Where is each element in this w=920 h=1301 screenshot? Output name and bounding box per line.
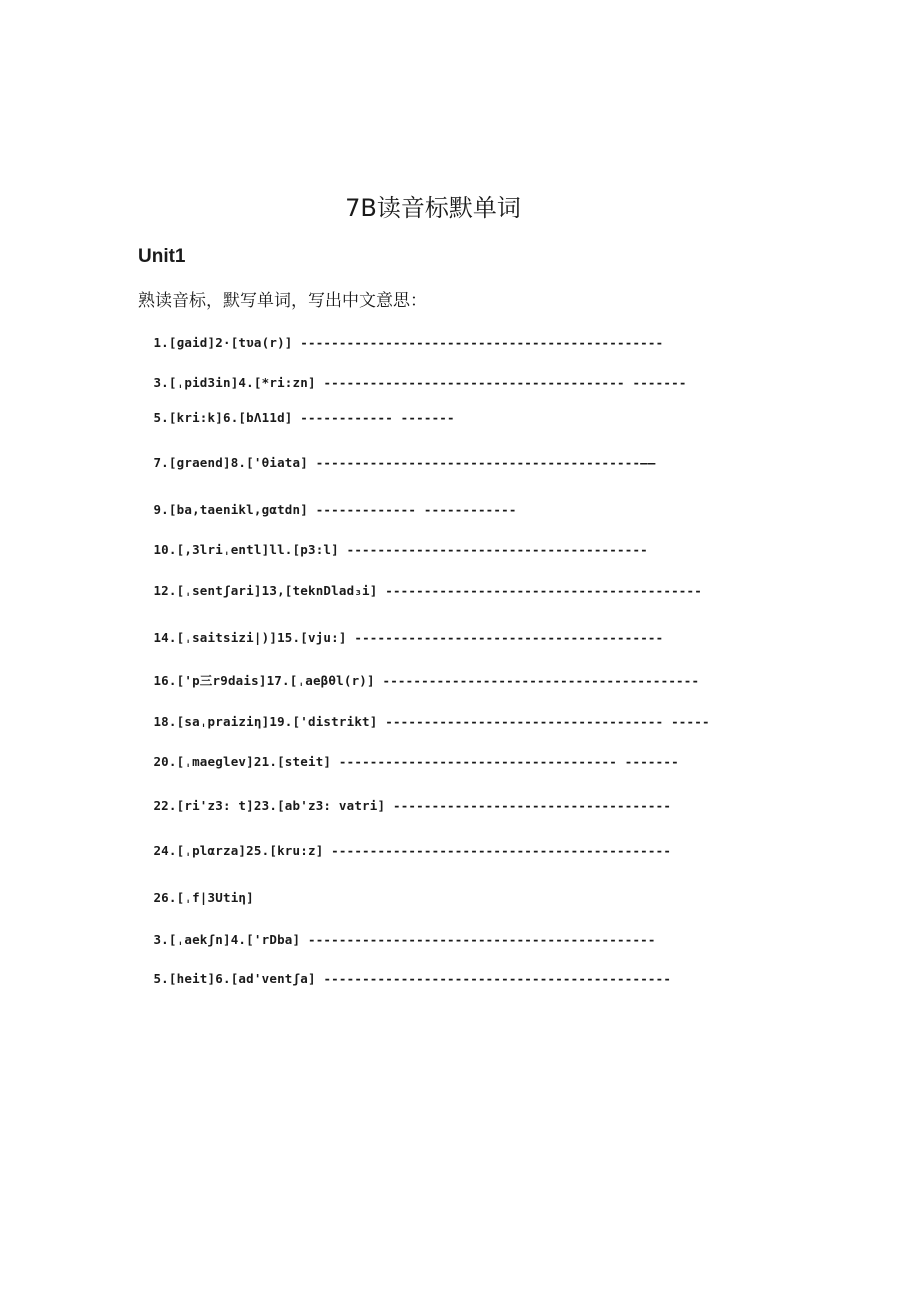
phonetic-text: 6.[bΛ11d] bbox=[222, 410, 293, 425]
answer-blank: ------------------------------------ bbox=[392, 798, 672, 813]
phonetic-text: 7.[graend]8.['θiata] bbox=[153, 455, 308, 470]
instruction-text: 熟读音标，默写单词，写出中文意思： bbox=[138, 291, 427, 311]
exercise-line-11 bbox=[138, 739, 679, 769]
answer-blank: --------------------------------------------- bbox=[307, 932, 656, 947]
phonetic-text: 22.[ri'z3: t]23.[ab'z3: vatri] bbox=[153, 798, 386, 813]
phonetic-text: 14.[ˌsaitsizi|)]15.[vju:] bbox=[153, 630, 347, 645]
phonetic-text: 26.[ˌf|3Utiη] bbox=[153, 890, 254, 905]
phonetic-text: 1.[ɡaid]2·[tυa(r)] bbox=[153, 335, 293, 350]
exercise-line-10 bbox=[138, 699, 710, 729]
phonetic-text: 24.[ˌplαrza]25.[kru:z] bbox=[153, 843, 324, 858]
exercise-line-3 bbox=[138, 395, 455, 425]
page-title: 7B读音标默单词 bbox=[345, 194, 521, 222]
phonetic-text: 3.[ˌaekʃn]4.['rDba] bbox=[153, 932, 301, 947]
answer-blank: ------------------------------------------—— bbox=[315, 455, 656, 470]
exercise-line-14 bbox=[138, 875, 269, 905]
exercise-line-5 bbox=[138, 487, 517, 517]
answer-blank: ----------------------------------------- bbox=[382, 673, 700, 688]
answer-blank: ------------------------------------ ----- bbox=[385, 714, 710, 729]
exercise-line-7 bbox=[138, 568, 702, 598]
answer-blank: --------------------------------------- bbox=[346, 542, 648, 557]
exercise-line-8 bbox=[138, 615, 663, 645]
exercise-line-9 bbox=[138, 656, 699, 689]
exercise-line-2 bbox=[138, 360, 687, 390]
phonetic-text: 9.[ba,taenikl,gαtdn] bbox=[153, 502, 308, 517]
exercise-line-16 bbox=[138, 956, 671, 986]
exercise-line-12 bbox=[138, 783, 671, 813]
answer-blank: --------------------------------------------- bbox=[323, 971, 672, 986]
phonetic-text: 20.[ˌmaeglev]21.[steit] bbox=[153, 754, 332, 769]
answer-blank: ----------------------------------------- bbox=[385, 583, 702, 598]
phonetic-text: 16.['p三r9dais]17.[ˌaeβθl(r)] bbox=[153, 673, 375, 688]
exercise-line-1 bbox=[138, 320, 663, 350]
answer-blank: --------------------------------------- ------- bbox=[323, 375, 687, 390]
exercise-line-15 bbox=[138, 917, 656, 947]
answer-blank: ------------- ------------ bbox=[315, 502, 517, 517]
unit-heading: Unit1 bbox=[138, 246, 186, 267]
phonetic-text: 18.[saˌpraiziη]19.['distrikt] bbox=[153, 714, 378, 729]
exercise-line-6 bbox=[138, 527, 648, 557]
answer-blank: ------------ ------- bbox=[300, 410, 455, 425]
phonetic-text: 12.[ˌsentʃari]13,[teknDlad₃i] bbox=[153, 583, 378, 598]
exercise-line-13 bbox=[138, 828, 671, 858]
phonetic-text: 5.[kri:k] bbox=[153, 410, 223, 425]
phonetic-text: 10.[,3lriˌentl]ll.[p3:l] bbox=[153, 542, 339, 557]
answer-blank: ---------------------------------------- bbox=[354, 630, 664, 645]
answer-blank: ----------------------------------------------- bbox=[300, 335, 664, 350]
phonetic-text: 5.[heit]6.[ad'ventʃa] bbox=[153, 971, 316, 986]
phonetic-text: 3.[ˌpid3in]4.[*ri:zn] bbox=[153, 375, 316, 390]
exercise-line-4 bbox=[138, 440, 656, 470]
answer-blank: -------------------------------------------- bbox=[331, 843, 672, 858]
answer-blank: ------------------------------------ ------- bbox=[338, 754, 679, 769]
